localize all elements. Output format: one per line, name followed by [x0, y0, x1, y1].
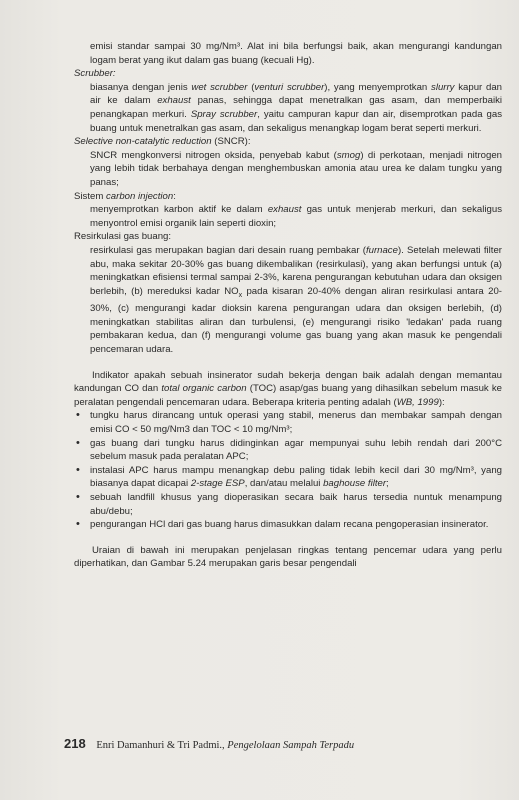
heading-text: Resirkulasi gas buang:	[74, 231, 172, 243]
heading-text: Scrubber:	[74, 68, 116, 80]
text-run: ) di perkotaan, menjadi nitrogen yang lebih tidak berbahaya dengan menghembuskan amonia atau urea ke dalam tungku yang panas;	[90, 149, 502, 188]
text-run: smog	[336, 149, 361, 161]
heading-carbon-injection	[74, 190, 502, 204]
heading-text: Selective non-catalytic reduction	[74, 136, 212, 148]
text-run: (	[247, 81, 255, 93]
text-run: SNCR mengkonversi nitrogen oksida, penyebab kabut (	[90, 149, 337, 161]
text-run: exhaust	[267, 204, 302, 216]
text-run: 2-stage ESP	[190, 478, 245, 490]
page-body	[74, 40, 502, 571]
criteria-list	[74, 409, 502, 531]
footer-authors: Enri Damanhuri & Tri Padmi.,	[96, 740, 225, 751]
text-run: , yaitu campuran kapur dan air, disemprotkan pada gas buang untuk menetralkan gas asam, dan sekaligus menangkap logam berat seperti merkuri.	[90, 108, 502, 134]
text-run: furnace	[365, 244, 398, 256]
text-run: pada kisaran 20-40% dengan aliran resirkulasi antara 20-30%, (c) mengurangi kadar dioksin karena pengurangan udara dan oksigen berlebih, (d) meningkatkan stabilitas aliran dan turbulensi, (e) mengurangi risiko 'ledakan' pada ruang pembakaran kedua, dan (f) mengurangi volume gas buang yang akan masuk ke pengendali pencemaran udara.	[90, 285, 502, 355]
text-run: menyemprotkan karbon aktif ke dalam	[90, 204, 268, 216]
text-run: total organic carbon	[161, 383, 247, 395]
text-run: (TOC) asap/gas buang yang dihasilkan sebelum masuk ke peralatan pengendali pencemaran udara. Beberapa kriteria penting adalah (	[74, 383, 503, 408]
paragraph-scrubber	[74, 81, 502, 135]
text-run: venturi scrubber	[254, 81, 325, 93]
heading-resirkulasi	[74, 230, 502, 244]
text-run: WB, 1999	[396, 396, 439, 408]
heading-text: carbon injection	[106, 190, 174, 202]
text-run: gas buang dari tungku harus didinginkan agar mempunyai suhu lebih rendah dari 200°C sebelum masuk pada peralatan APC;	[90, 437, 502, 463]
heading-text: Sistem	[74, 190, 106, 202]
text-run: panas, sehingga dapat menetralkan gas asam, dan memperbaiki penangkapan merkuri.	[90, 95, 502, 120]
text-line: emisi standar sampai 30 mg/Nm³. Alat ini bila berfungsi baik, akan mengurangi kandungan logam berat yang ikut dalam gas buang (kecuali Hg).	[90, 41, 502, 66]
list-item	[74, 464, 502, 491]
heading-sncr	[74, 135, 502, 149]
text-run: ):	[438, 396, 445, 408]
text-run: Spray scrubber	[190, 108, 258, 120]
paragraph-esp-end	[74, 40, 502, 67]
text-run: tungku harus dirancang untuk operasi yang stabil, menerus dan membakar sampah dengan emisi CO < 50 mg/Nm3 dan TOC < 10 mg/Nm³;	[90, 410, 502, 435]
text-run: ;	[386, 478, 389, 490]
text-run: biasanya dengan jenis	[90, 81, 192, 93]
paragraph-indikator	[74, 369, 502, 410]
list-item	[74, 518, 502, 532]
paragraph-uraian	[74, 544, 502, 571]
paragraph-sncr	[74, 149, 502, 190]
heading-text: (SNCR):	[211, 136, 251, 148]
text-run: ), yang menyemprotkan	[324, 81, 432, 93]
text-run: baghouse filter	[323, 478, 387, 490]
heading-text: :	[173, 190, 176, 202]
text-run: resirkulasi gas merupakan bagian dari desain ruang pembakar (	[90, 244, 366, 256]
text-run: pengurangan HCl dari gas buang harus dimasukkan dalam recana pengoperasian insinerator.	[90, 519, 489, 531]
paragraph-resirkulasi	[74, 244, 502, 357]
list-item	[74, 491, 502, 518]
text-run: slurry	[431, 81, 455, 93]
list-item	[74, 409, 502, 436]
text-run: ). Setelah melewati filter abu, maka sekitar 20-30% gas buang dikembalikan (resirkulasi), yang akan berfungsi untuk (a) meningkatkan efisiensi termal sampai 2-3%, karena pengurangan kebutuhan udara dan oksigen berlebih, (b) mereduksi kadar NO	[90, 244, 502, 297]
text-run: sebuah landfill khusus yang dioperasikan secara baik harus tersedia nuntuk menampung abu/debu;	[90, 491, 502, 517]
text-run: Uraian di bawah ini merupakan penjelasan ringkas tentang pencemar udara yang perlu diperhatikan, dan Gambar 5.24 merupakan garis besar pengendali	[74, 544, 502, 570]
text-run: gas untuk menjerab merkuri, dan sekaligus menyontrol emisi organik lain seperti dioxin;	[90, 204, 502, 229]
paragraph-carbon-injection	[74, 203, 502, 230]
text-run: kapur dan air ke dalam	[90, 81, 502, 107]
subscript: x	[238, 291, 243, 299]
heading-scrubber	[74, 67, 502, 81]
text-run: , dan/atau melalui	[244, 478, 324, 490]
text-run: wet scrubber	[191, 81, 248, 93]
text-run: instalasi APC harus mampu menangkap debu paling tidak lebih kecil dari 30 mg/Nm³, yang biasanya dapat dicapai	[90, 464, 502, 490]
page-footer	[64, 736, 504, 751]
list-item	[74, 437, 502, 464]
page-number: 218	[64, 736, 86, 751]
text-run: exhaust	[157, 95, 191, 107]
footer-book-title: Pengelolaan Sampah Terpadu	[227, 740, 355, 751]
text-run: Indikator apakah sebuah insinerator sudah bekerja dengan baik adalah dengan memantau kandungan CO dan	[74, 369, 502, 395]
